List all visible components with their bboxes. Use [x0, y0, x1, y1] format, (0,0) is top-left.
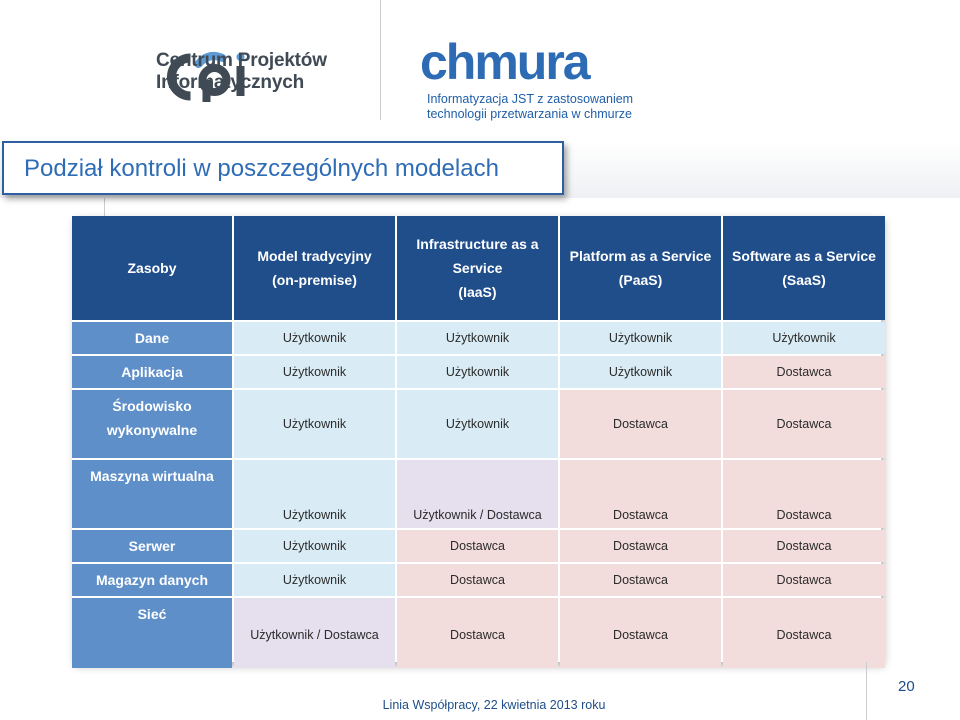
- row-label-network: Sieć: [72, 598, 232, 668]
- table-cell: Dostawca: [723, 460, 885, 528]
- table-cell: Użytkownik / Dostawca: [397, 460, 558, 528]
- table-cell: Dostawca: [397, 598, 558, 668]
- page-number: 20: [898, 678, 915, 695]
- cpi-name-line1: Centrum Projektów: [156, 50, 327, 71]
- table-cell: Dostawca: [560, 530, 721, 562]
- table-cell: Użytkownik: [723, 322, 885, 354]
- cpi-name-line2: Informatycznych: [156, 72, 304, 93]
- row-label-data: Dane: [72, 322, 232, 354]
- slide-title: Podział kontroli w poszczególnych modelach: [24, 155, 499, 182]
- table-cell: Dostawca: [560, 390, 721, 458]
- table-cell: Użytkownik: [234, 460, 395, 528]
- slide-title-box: [2, 141, 564, 195]
- table-header-paas: Platform as a Service (PaaS): [560, 216, 721, 320]
- chmura-tagline-line2: technologii przetwarzania w chmurze: [427, 107, 632, 121]
- table-cell: Dostawca: [397, 530, 558, 562]
- table-header-saas: Software as a Service (SaaS): [723, 216, 885, 320]
- footer-text: Linia Współpracy, 22 kwietnia 2013 roku: [382, 698, 606, 712]
- table-cell: Dostawca: [560, 598, 721, 668]
- chmura-tagline: [427, 92, 633, 122]
- control-model-table: [72, 216, 881, 662]
- table-cell: Dostawca: [723, 356, 885, 388]
- table-cell: Użytkownik: [397, 356, 558, 388]
- row-label-runtime: Środowisko wykonywalne: [72, 390, 232, 458]
- row-label-storage: Magazyn danych: [72, 564, 232, 596]
- table-cell: Dostawca: [723, 390, 885, 458]
- table-cell: Dostawca: [560, 564, 721, 596]
- cpi-name: [156, 50, 327, 94]
- row-label-application: Aplikacja: [72, 356, 232, 388]
- table-cell: Użytkownik: [234, 530, 395, 562]
- table-header-iaas: Infrastructure as a Service (IaaS): [397, 216, 558, 320]
- table-header-resources: Zasoby: [72, 216, 232, 320]
- table-cell: Użytkownik: [560, 356, 721, 388]
- table-cell: Dostawca: [723, 598, 885, 668]
- chmura-wordmark: chmura: [420, 34, 589, 90]
- row-label-virtual-machine: Maszyna wirtualna: [72, 460, 232, 528]
- table-cell: Dostawca: [723, 564, 885, 596]
- table-cell: Dostawca: [723, 530, 885, 562]
- divider-vertical-top: [380, 0, 381, 120]
- table-header-on-premise: Model tradycyjny (on-premise): [234, 216, 395, 320]
- table-cell: Użytkownik: [234, 564, 395, 596]
- table-cell: Dostawca: [397, 564, 558, 596]
- table-cell: Użytkownik: [397, 322, 558, 354]
- table-cell: Użytkownik: [234, 390, 395, 458]
- table-cell: Użytkownik: [560, 322, 721, 354]
- table-cell: Użytkownik: [234, 322, 395, 354]
- table-cell: Użytkownik: [397, 390, 558, 458]
- chmura-tagline-line1: Informatyzacja JST z zastosowaniem: [427, 92, 634, 106]
- table-cell: Dostawca: [560, 460, 721, 528]
- row-label-server: Serwer: [72, 530, 232, 562]
- table-cell: Użytkownik: [234, 356, 395, 388]
- table-cell: Użytkownik / Dostawca: [234, 598, 395, 668]
